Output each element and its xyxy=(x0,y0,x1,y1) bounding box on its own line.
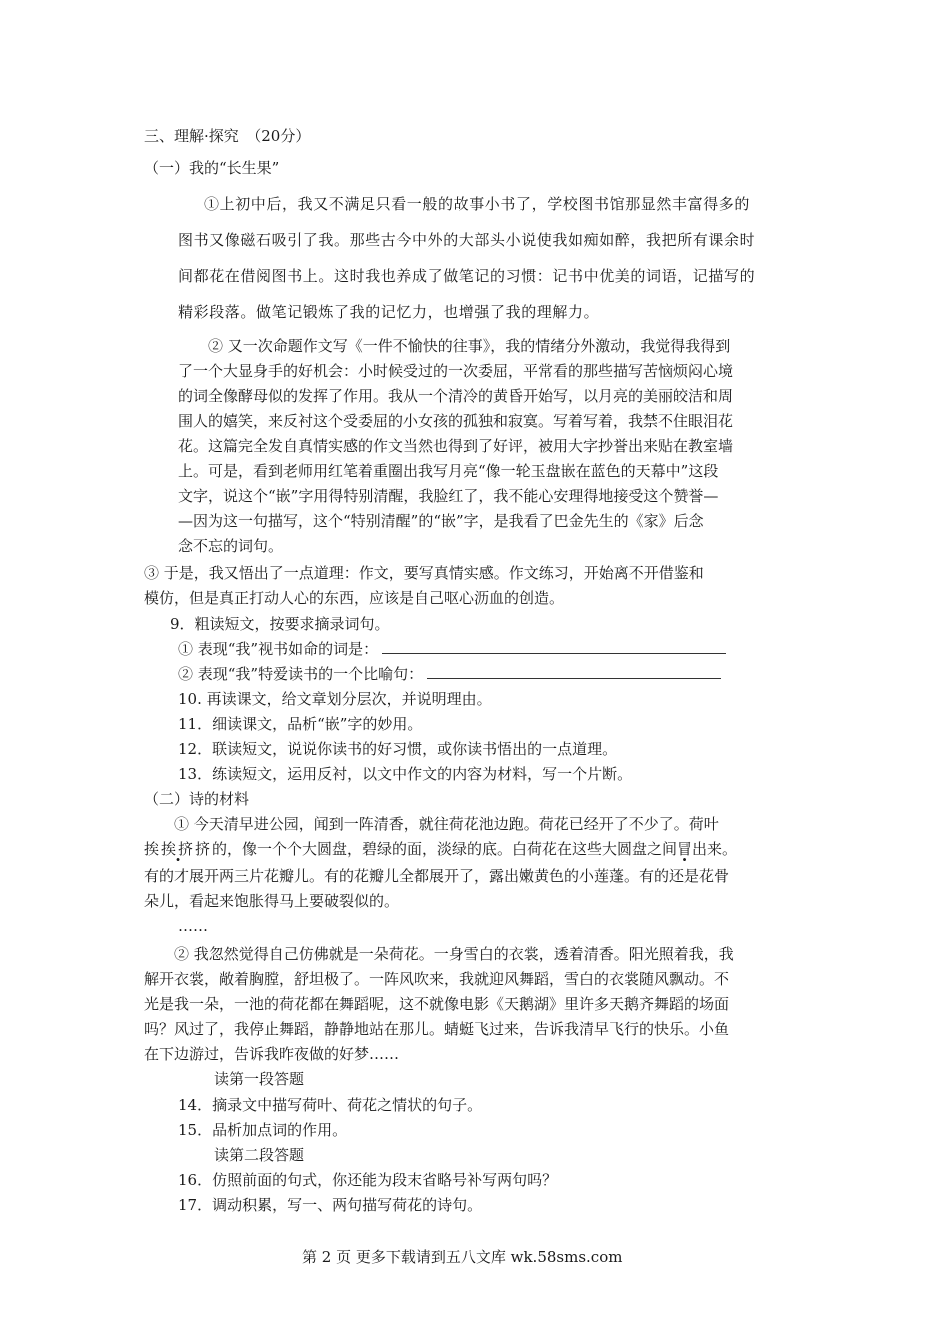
passage2-p2-line1: ② 我忽然觉得自己仿佛就是一朵荷花。一身雪白的衣裳，透着清香。阳光照着我，我 xyxy=(174,945,734,963)
passage2-p1-line3: 有的才展开两三片花瓣儿。有的花瓣儿全都展开了，露出嫩黄色的小莲蓬。有的还是花骨 xyxy=(144,867,730,885)
passage1-p2-line2: 了一个大显身手的好机会：小时候受过的一次委屈，平常看的那些描写苦恼烦闷心境 xyxy=(178,362,734,380)
passage2-p1-line1: ① 今天清早进公园，闻到一阵清香，就往荷花池边跑。荷花已经开了不少了。荷叶 xyxy=(174,815,719,833)
passage1-p2-line8: —因为这一句描写，这个“特别清醒”的“嵌”字，是我看了巴金先生的《家》后念 xyxy=(178,512,704,530)
subheading-paragraph1: 读第一段答题 xyxy=(214,1070,305,1088)
passage1-p3-line2: 模仿，但是真正打动人心的东西，应该是自己呕心沥血的创造。 xyxy=(144,589,565,607)
passage2-p1-line2 xyxy=(144,839,737,859)
passage2-p1-line2-end: 出来。 xyxy=(692,840,738,858)
passage2-p2-line2: 解开衣裳，敞着胸膛，舒坦极了。一阵风吹来，我就迎风舞蹈，雪白的衣裳随风飘动。不 xyxy=(144,970,730,988)
passage1-p2-line9: 念不忘的词句。 xyxy=(178,537,284,555)
passage1-p3-line1: ③ 于是，我又悟出了一点道理：作文，要写真情实感。作文练习，开始离不开借鉴和 xyxy=(144,564,704,582)
question-16: 16．仿照前面的句式，你还能为段末省略号补写两句吗？ xyxy=(178,1171,558,1189)
subheading-paragraph2: 读第二段答题 xyxy=(214,1146,305,1164)
question-9a xyxy=(178,639,726,659)
question-9a-text: ① 表现“我”视书如命的词是： xyxy=(178,640,379,658)
question-12: 12．联读短文，说说你读书的好习惯，或你读书悟出的一点道理。 xyxy=(178,740,618,758)
question-17: 17．调动积累，写一、两句描写荷花的诗句。 xyxy=(178,1196,483,1214)
section-title: 三、理解·探究 （20分） xyxy=(144,127,311,145)
question-15: 15．品析加点词的作用。 xyxy=(178,1121,348,1139)
passage1-p1-line3: 间都花在借阅图书上。这时我也养成了做笔记的习惯：记书中优美的词语，记描写的 xyxy=(178,267,756,285)
question-14: 14．摘录文中描写荷叶、荷花之情状的句子。 xyxy=(178,1096,483,1114)
passage2-heading: （二）诗的材料 xyxy=(144,790,250,808)
passage1-p2-line4: 围人的嬉笑，来反衬这个受委屈的小女孩的孤独和寂寞。写着写着，我禁不住眼泪花 xyxy=(178,412,734,430)
passage1-p2-line5: 花。这篇完全发自真情实感的作文当然也得到了好评，被用大字抄誉出来贴在教室墙 xyxy=(178,437,734,455)
passage2-p1-line2-rest: 的，像一个个大圆盘，碧绿的面，淡绿的底。白荷花在这些大圆盘之间 xyxy=(212,840,678,858)
passage1-p1-line4: 精彩段落。做笔记锻炼了我的记忆力，也增强了我的理解力。 xyxy=(178,303,600,321)
passage2-p2-line3: 光是我一朵，一池的荷花都在舞蹈呢，这不就像电影《天鹅湖》里许多天鹅齐舞蹈的场面 xyxy=(144,995,730,1013)
passage2-p1-line4: 朵儿，看起来饱胀得马上要破裂似的。 xyxy=(144,892,400,910)
answer-blank-9b[interactable] xyxy=(427,664,721,679)
passage2-ellipsis: …… xyxy=(178,917,208,935)
passage1-p2-line1: ② 又一次命题作文写《一件不愉快的往事》，我的情绪分外激动，我觉得我得到 xyxy=(208,337,731,355)
passage1-p2-line7: 文字，说这个“嵌”字用得特别清醒，我脸红了，我不能心安理得地接受这个赞誉— xyxy=(178,487,719,505)
question-9: 9．粗读短文，按要求摘录词句。 xyxy=(170,615,390,633)
answer-blank-9a[interactable] xyxy=(382,639,726,654)
passage1-p1-line2: 图书又像磁石吸引了我。那些古今中外的大部头小说使我如痴如醉，我把所有课余时 xyxy=(178,231,756,249)
question-10: 10. 再读课文，给文章划分层次，并说明理由。 xyxy=(178,690,492,708)
passage2-p2-line5: 在下边游过，告诉我昨夜做的好梦…… xyxy=(144,1045,400,1063)
emphasis-text-mao: 冒 xyxy=(677,840,693,858)
passage1-heading: （一）我的“长生果” xyxy=(144,159,280,177)
emphasis-word-jiji xyxy=(144,840,212,858)
question-13: 13．练读短文，运用反衬，以文中作文的内容为材料，写一个片断。 xyxy=(178,765,633,783)
passage1-p2-line3: 的词全像酵母似的发挥了作用。我从一个清冷的黄昏开始写，以月亮的美丽皎洁和周 xyxy=(178,387,734,405)
emphasis-word-mao xyxy=(677,840,692,858)
question-11: 11．细读课文，品析“嵌”字的妙用。 xyxy=(178,715,423,733)
passage2-p2-line4: 吗？风过了，我停止舞蹈，静静地站在那儿。蜻蜓飞过来，告诉我清早飞行的快乐。小鱼 xyxy=(144,1020,730,1038)
emphasis-text-jiji: 挨挨挤挤 xyxy=(144,840,213,858)
page-footer: 第 2 页 更多下载请到五八文库 wk.58sms.com xyxy=(302,1248,623,1266)
question-9b xyxy=(178,664,721,684)
question-9b-text: ② 表现“我”特爱读书的一个比喻句： xyxy=(178,665,424,683)
passage1-p2-line6: 上。可是，看到老师用红笔着重圈出我写月亮“像一轮玉盘嵌在蓝色的天幕中”这段 xyxy=(178,462,719,480)
passage1-p1-line1: ①上初中后，我又不满足只看一般的故事小书了，学校图书馆那显然丰富得多的 xyxy=(204,195,751,213)
